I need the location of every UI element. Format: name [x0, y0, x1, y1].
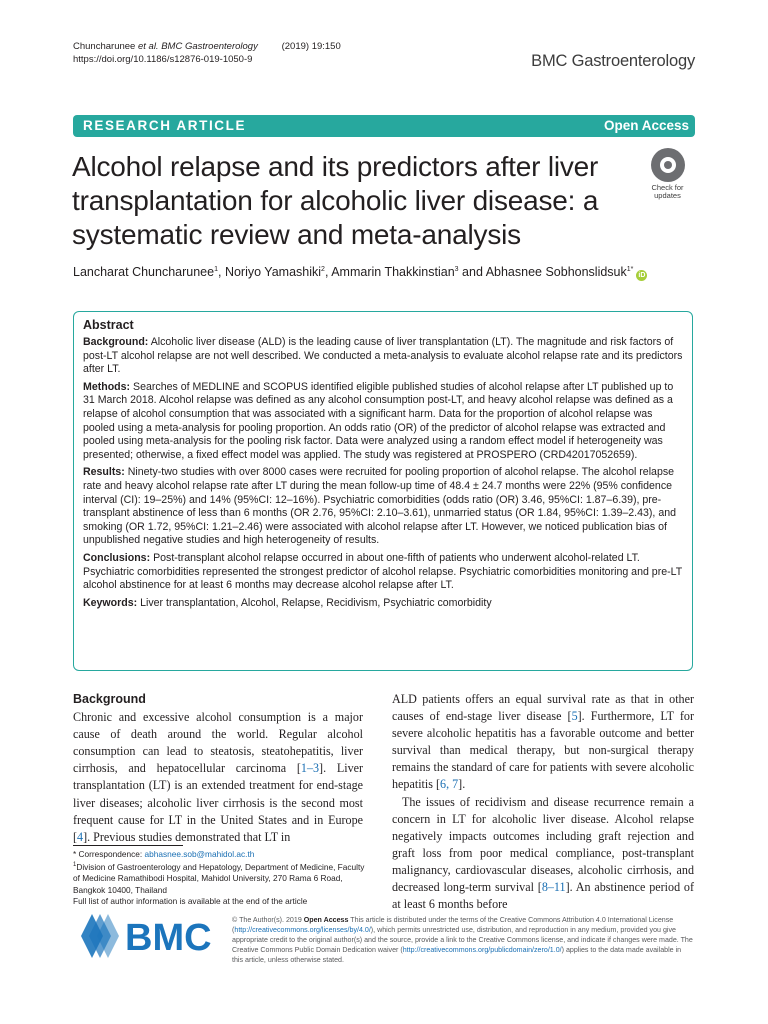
reference-link[interactable]: 8–11	[541, 880, 566, 895]
abstract-methods: Methods: Searches of MEDLINE and SCOPUS identified eligible published studies of alcohol relapse after LT published up to 31 March 2018. Alcohol relapse was defined as any alcohol consumption post-LT, and heavy alcohol relapse was defined as a relapse of alcohol consumption that was associated with a significant harm. Data for the proportion of alcohol relapse was pooled using a meta-analysis for pooling proportion. An odds ratio (OR) of the predictor of alcohol relapse was extracted and pooled using meta-analysis for the pooling risk factor. Data were analyzed using a random effect model if heterogeneity was presented; otherwise, a fixed effect model was applied. The study was registered at PROSPERO (CRD42017052659).	[83, 380, 674, 461]
full-list-note: Full list of author information is available at the end of the article	[73, 895, 308, 906]
reference-link[interactable]: 4	[77, 829, 84, 844]
reference-link[interactable]: 5	[571, 709, 578, 724]
article-type-label: RESEARCH ARTICLE	[83, 118, 247, 133]
abstract-heading: Abstract	[83, 318, 134, 332]
author-name[interactable]: Noriyo Yamashiki	[224, 265, 322, 279]
citation-header	[73, 40, 341, 66]
section-heading-background: Background	[73, 692, 146, 706]
article-type-banner	[73, 115, 695, 137]
license-text: © The Author(s). 2019 Open Access This article is distributed under the terms of the Creative Commons Attribution 4.0 International License (http://creativecommons.org/licenses/by/4.0/), which permits unrestricted use, distribution, and reproduction in any medium, provided you give appropriate credit to the original author(s) and the source, provide a link to the Creative Commons license, and indicate if changes were made. The Creative Commons Public Domain Dedication waiver (http://creativecommons.org/publicdomain/zero/1.0/) applies to the data made available in this article, unless otherwise stated.	[232, 916, 693, 965]
reference-link[interactable]: 6, 7	[440, 777, 459, 792]
abstract-background: Background: Alcoholic liver disease (ALD) is the leading cause of liver transplantation (LT). The magnitude and risk factors of post-LT alcohol relapse are not well described. We conducted a meta-analysis to evaluate alcohol relapse rate and its predictors after LT.	[83, 336, 683, 376]
bmc-logo	[73, 906, 223, 966]
body-column-left	[73, 691, 363, 846]
citation-author: Chuncharunee	[73, 41, 136, 52]
journal-name: BMC Gastroenterology	[531, 52, 695, 70]
correspondence-email[interactable]: abhasnee.sob@mahidol.ac.th	[144, 849, 255, 859]
orcid-icon[interactable]: iD	[638, 272, 646, 279]
reference-link[interactable]: 1–3	[300, 761, 320, 776]
license-link[interactable]: http://creativecommons.org/licenses/by/4.0/	[234, 926, 371, 935]
author-affiliation-mark: 2	[321, 266, 325, 273]
citation-year-volume: (2019) 19:150	[281, 41, 341, 52]
affiliation-text: Division of Gastroenterology and Hepatology, Department of Medicine, Faculty of Medicine Ramathibodi Hospital, Mahidol University, 270 Rama 6 Road, Bangkok 10400, Thailand	[73, 862, 365, 895]
open-access-label: Open Access	[603, 118, 689, 133]
footnote-divider	[73, 845, 183, 846]
body-paragraph: The issues of recidivism and disease recurrence remain a concern in LT for alcoholic liver disease. Alcohol relapse negatively impacts outcomes including graft rejection and graft loss from poor medical compliance, post-transplant malignancy, cardiovascular diseases, alcoholic cirrhosis, and decreased long-term survival [8–11]. An abstinence period of at least 6 months before	[392, 794, 695, 912]
crossmark-icon	[651, 148, 685, 182]
footnote: * Correspondence: abhasnee.sob@mahidol.ac.th $^1$Division of Gastroenterology and Hepatology, Department of Medicine, Faculty of Medicine Ramathibodi Hospital, Mahidol University, 270 Rama 6 Road, Bangkok 10400, Thailand Full list of author information is available at the end of the article	[73, 849, 373, 907]
public-domain-link[interactable]: http://creativecommons.org/publicdomain/zero/1.0/	[402, 946, 562, 955]
citation-journal: et al. BMC Gastroenterology	[137, 41, 258, 52]
author-affiliation-mark: 3	[454, 266, 459, 273]
author-affiliation-mark: 1*	[626, 266, 634, 273]
body-paragraph: Chronic and excessive alcohol consumption is a major cause of death around the world. Regular alcohol consumption can lead to steatosis, steatohepatitis, liver cirrhosis, and hepatocellular carcinoma [1–3]. Liver transplantation (LT) is an extended treatment for end-stage liver diseases; alcoholic liver cirrhosis is the second most frequent cause for LT in the United States and in Europe [4]. Previous studies demonstrated that LT in	[73, 710, 364, 844]
abstract-results: Results: Ninety-two studies with over 8000 cases were recruited for pooling proportion of alcohol relapse. The alcohol relapse rate and heavy alcohol relapse rate after LT during the mean follow-up time of 48.4 ± 24.7 months were 22% (95% confidence interval (CI): 19–25%) and 14% (95%CI: 12–16%). Psychiatric comorbidities (odds ratio (OR) 3.46, 95%CI: 1.87–6.39), pre-transplant abstinence of less than 6 months (OR 2.76, 95%CI: 2.10–3.61), unmarried status (OR 1.84, 95%CI: 1.39–2.43), and smoking (OR 1.72, 95%CI: 1.21–2.46) were associated with alcohol relapse after LT. However, we noticed publication bias of unpublished negative studies and high heterogeneity of results.	[83, 466, 676, 547]
body-paragraph: ALD patients offers an equal survival rate as that in other causes of end-stage liver disease [5]. Furthermore, LT for severe alcoholic hepatitis has a favorable outcome and better survival than medical therapy, but non-surgical therapy remains the standard of care for patients with severe alcoholic hepatitis [6, 7].	[392, 692, 694, 792]
author-name[interactable]: Lancharat Chuncharunee	[73, 265, 215, 279]
check-for-updates-label: Check for updates	[651, 183, 684, 200]
bmc-logo-text: BMC	[125, 917, 212, 959]
author-list: Lancharat Chuncharunee$^1$, Noriyo Yamashiki$^2$, Ammarin Thakkinstian$^3$ and Abhasnee Sobhonslidsuk$^{1*}$iD	[73, 265, 646, 279]
check-for-updates-button[interactable]	[640, 148, 695, 200]
author-name[interactable]: Ammarin Thakkinstian	[331, 265, 455, 279]
author-affiliation-mark: 1	[214, 266, 218, 273]
abstract-keywords: Keywords: Liver transplantation, Alcohol, Relapse, Recidivism, Psychiatric comorbidity	[83, 596, 492, 609]
doi-link[interactable]: https://doi.org/10.1186/s12876-019-1050-9	[73, 54, 253, 65]
abstract-box	[73, 311, 693, 671]
abstract-conclusions: Conclusions: Post-transplant alcohol relapse occurred in about one-fifth of patients who underwent alcohol-related LT. Psychiatric comorbidities represented the strongest predictor of alcohol relapse. Psychiatric comorbidities monitoring and pre-LT alcohol abstinence for at least 6 months may decrease alcohol relapse after LT.	[83, 551, 683, 592]
article-title: Alcohol relapse and its predictors after liver transplantation for alcoholic liver disease: a systematic review and meta-analysis	[72, 151, 599, 250]
body-column-right	[392, 691, 694, 913]
author-name[interactable]: Abhasnee Sobhonslidsuk	[485, 265, 627, 279]
